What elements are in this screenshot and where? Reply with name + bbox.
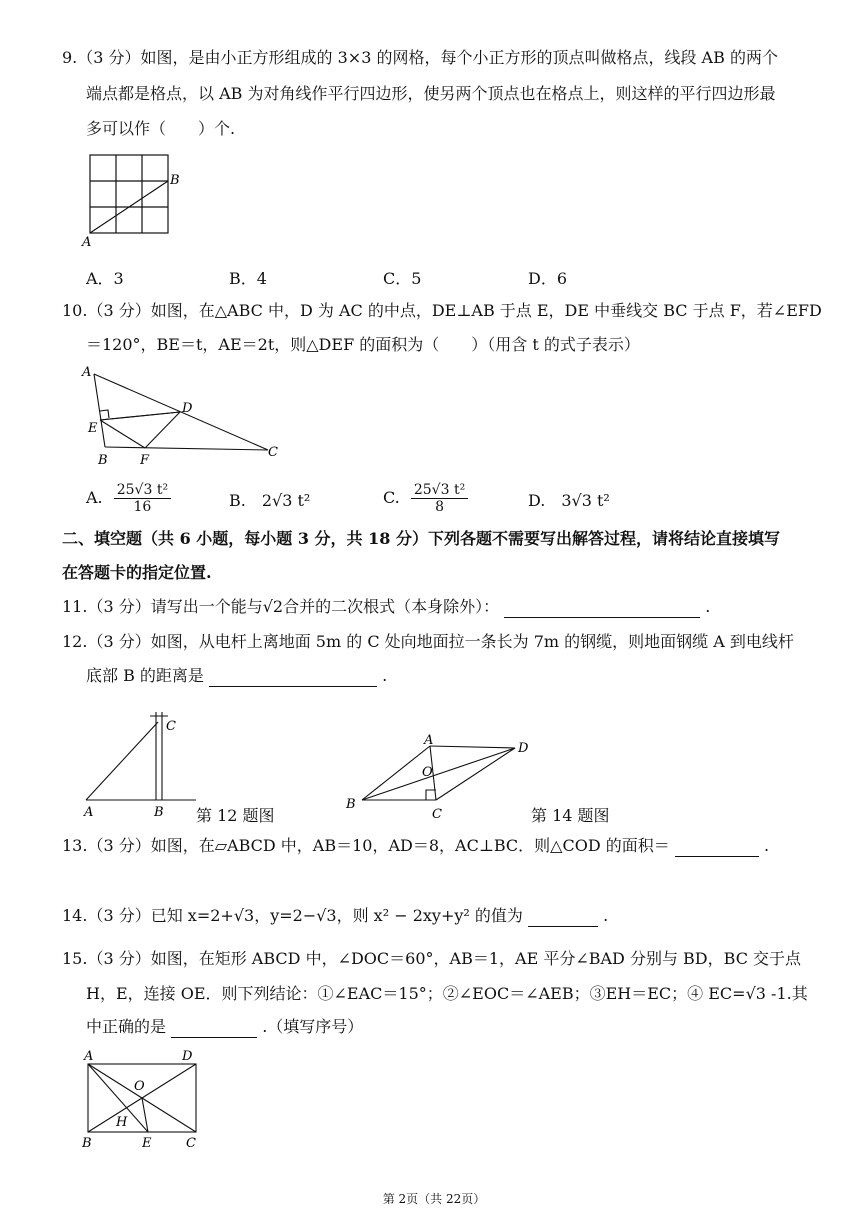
q13-text: 13.（3 分）如图，在▱ABCD 中，AB＝10，AD＝8，AC⊥BC．则△COD 的面积＝ — [62, 836, 670, 855]
q9-line1: 9.（3 分）如图，是由小正方形组成的 3×3 的网格，每个小正方形的顶点叫做格点，线段 AB 的两个 — [62, 48, 778, 67]
q12-answer-blank[interactable] — [209, 668, 377, 687]
q10-option-a-denominator: 16 — [133, 499, 152, 515]
q14-text: 14.（3 分）已知 x=2+√3，y=2−√3，则 x² − 2xy+y² 的值为 — [62, 906, 523, 925]
q15-answer-blank[interactable] — [171, 1019, 257, 1038]
section2-heading-line2: 在答题卡的指定位置. — [62, 563, 212, 582]
q14-label-b: B — [346, 797, 356, 812]
q12-line2-text: 底部 B 的距离是 — [86, 666, 204, 685]
q10-option-a-prefix: A. — [86, 488, 103, 507]
q9-option-d[interactable]: D．6 — [528, 269, 568, 288]
q11-text: 11.（3 分）请写出一个能与√2合并的二次根式（本身除外）： — [62, 597, 500, 616]
q10-label-c: C — [268, 445, 278, 460]
q10-option-a-numerator: 25√3 t² — [114, 482, 171, 499]
q9-option-c[interactable]: C．5 — [383, 269, 422, 288]
q9-option-a[interactable]: A．3 — [86, 269, 124, 288]
q15-label-e: E — [142, 1136, 152, 1151]
q10-label-a: A — [82, 365, 92, 380]
q12-label-a: A — [84, 805, 94, 820]
q15-line2: H，E，连接 OE．则下列结论：①∠EAC＝15°；②∠EOC＝∠AEB；③EH＝EC；④ EC=√3 -1.其 — [86, 984, 808, 1003]
q14-parallelogram-figure — [340, 730, 540, 822]
q15-label-a: A — [84, 1049, 94, 1064]
q9-line2: 端点都是格点，以 AB 为对角线作平行四边形，使另两个顶点也在格点上，则这样的平行四边形最 — [86, 84, 776, 103]
q10-option-c-prefix: C. — [383, 488, 400, 507]
q13-answer-blank[interactable] — [675, 838, 759, 857]
q9-line3: 多可以作（ ）个. — [86, 119, 236, 138]
q15-rectangle-figure — [78, 1046, 208, 1152]
q14-end: . — [603, 906, 609, 925]
q10-option-c-numerator: 25√3 t² — [411, 482, 468, 499]
q15-label-c: C — [186, 1136, 196, 1151]
q10-option-c-denominator: 8 — [435, 499, 444, 515]
q14-caption: 第 14 题图 — [531, 806, 610, 825]
q9-label-a: A — [82, 235, 92, 250]
q14-answer-blank[interactable] — [528, 908, 598, 927]
q9-option-b[interactable]: B．4 — [229, 269, 267, 288]
q10-option-a[interactable] — [86, 482, 171, 515]
q14-line — [62, 905, 608, 927]
q10-label-e: E — [88, 421, 98, 436]
q14-label-d: D — [518, 741, 529, 756]
q15-line3-text: 中正确的是 — [86, 1017, 167, 1036]
section2-heading-line1: 二、填空题（共 6 小题，每小题 3 分，共 18 分）下列各题不需要写出解答过程，请将结论直接填写 — [62, 529, 780, 548]
q10-line2: ＝120°，BE＝t，AE＝2t，则△DEF 的面积为（ ）（用含 t 的式子表示） — [86, 335, 640, 354]
q10-label-d: D — [182, 401, 193, 416]
q9-grid-figure — [80, 150, 190, 250]
q12-pole-figure — [78, 708, 208, 820]
q14-label-a: A — [424, 733, 434, 748]
q12-label-b: B — [154, 805, 164, 820]
q12-caption: 第 12 题图 — [196, 806, 275, 825]
page-footer: 第 2页（共 22页） — [382, 1192, 486, 1206]
q14-label-c: C — [432, 807, 442, 822]
q13-end: . — [763, 836, 770, 855]
q10-option-c-fraction — [411, 482, 468, 515]
q14-label-o: O — [422, 765, 433, 780]
q12-line1: 12.（3 分）如图，从电杆上离地面 5m 的 C 处向地面拉一条长为 7m 的钢缆，则地面钢缆 A 到电线杆 — [62, 632, 794, 651]
q10-label-f: F — [140, 453, 150, 468]
q9-label-b: B — [170, 173, 180, 188]
q15-line1: 15.（3 分）如图，在矩形 ABCD 中，∠DOC＝60°，AB＝1，AE 平分∠BAD 分别与 BD，BC 交于点 — [62, 949, 802, 968]
q11-answer-blank[interactable] — [504, 599, 700, 618]
q10-option-b[interactable]: B. 2√3 t² — [229, 491, 311, 510]
q13-line — [62, 835, 769, 857]
q10-line1: 10.（3 分）如图，在△ABC 中，D 为 AC 的中点，DE⊥AB 于点 E，DE 中垂线交 BC 于点 F，若∠EFD — [62, 301, 822, 320]
q10-option-d[interactable]: D. 3√3 t² — [528, 491, 610, 510]
q10-option-a-fraction — [114, 482, 171, 515]
q10-option-c[interactable] — [383, 482, 468, 515]
q12-line2 — [86, 665, 387, 687]
q12-end: . — [382, 666, 388, 685]
q15-label-h: H — [116, 1115, 128, 1130]
q15-label-d: D — [182, 1049, 193, 1064]
q15-line3 — [86, 1016, 363, 1038]
q11-line — [62, 596, 710, 618]
q10-label-b: B — [98, 453, 108, 468]
q15-line3-end: .（填写序号） — [262, 1017, 364, 1036]
q12-label-c: C — [166, 719, 176, 734]
q10-triangle-figure — [78, 362, 288, 472]
q15-label-b: B — [82, 1136, 92, 1151]
q11-end: . — [705, 597, 711, 616]
q15-label-o: O — [134, 1079, 145, 1094]
